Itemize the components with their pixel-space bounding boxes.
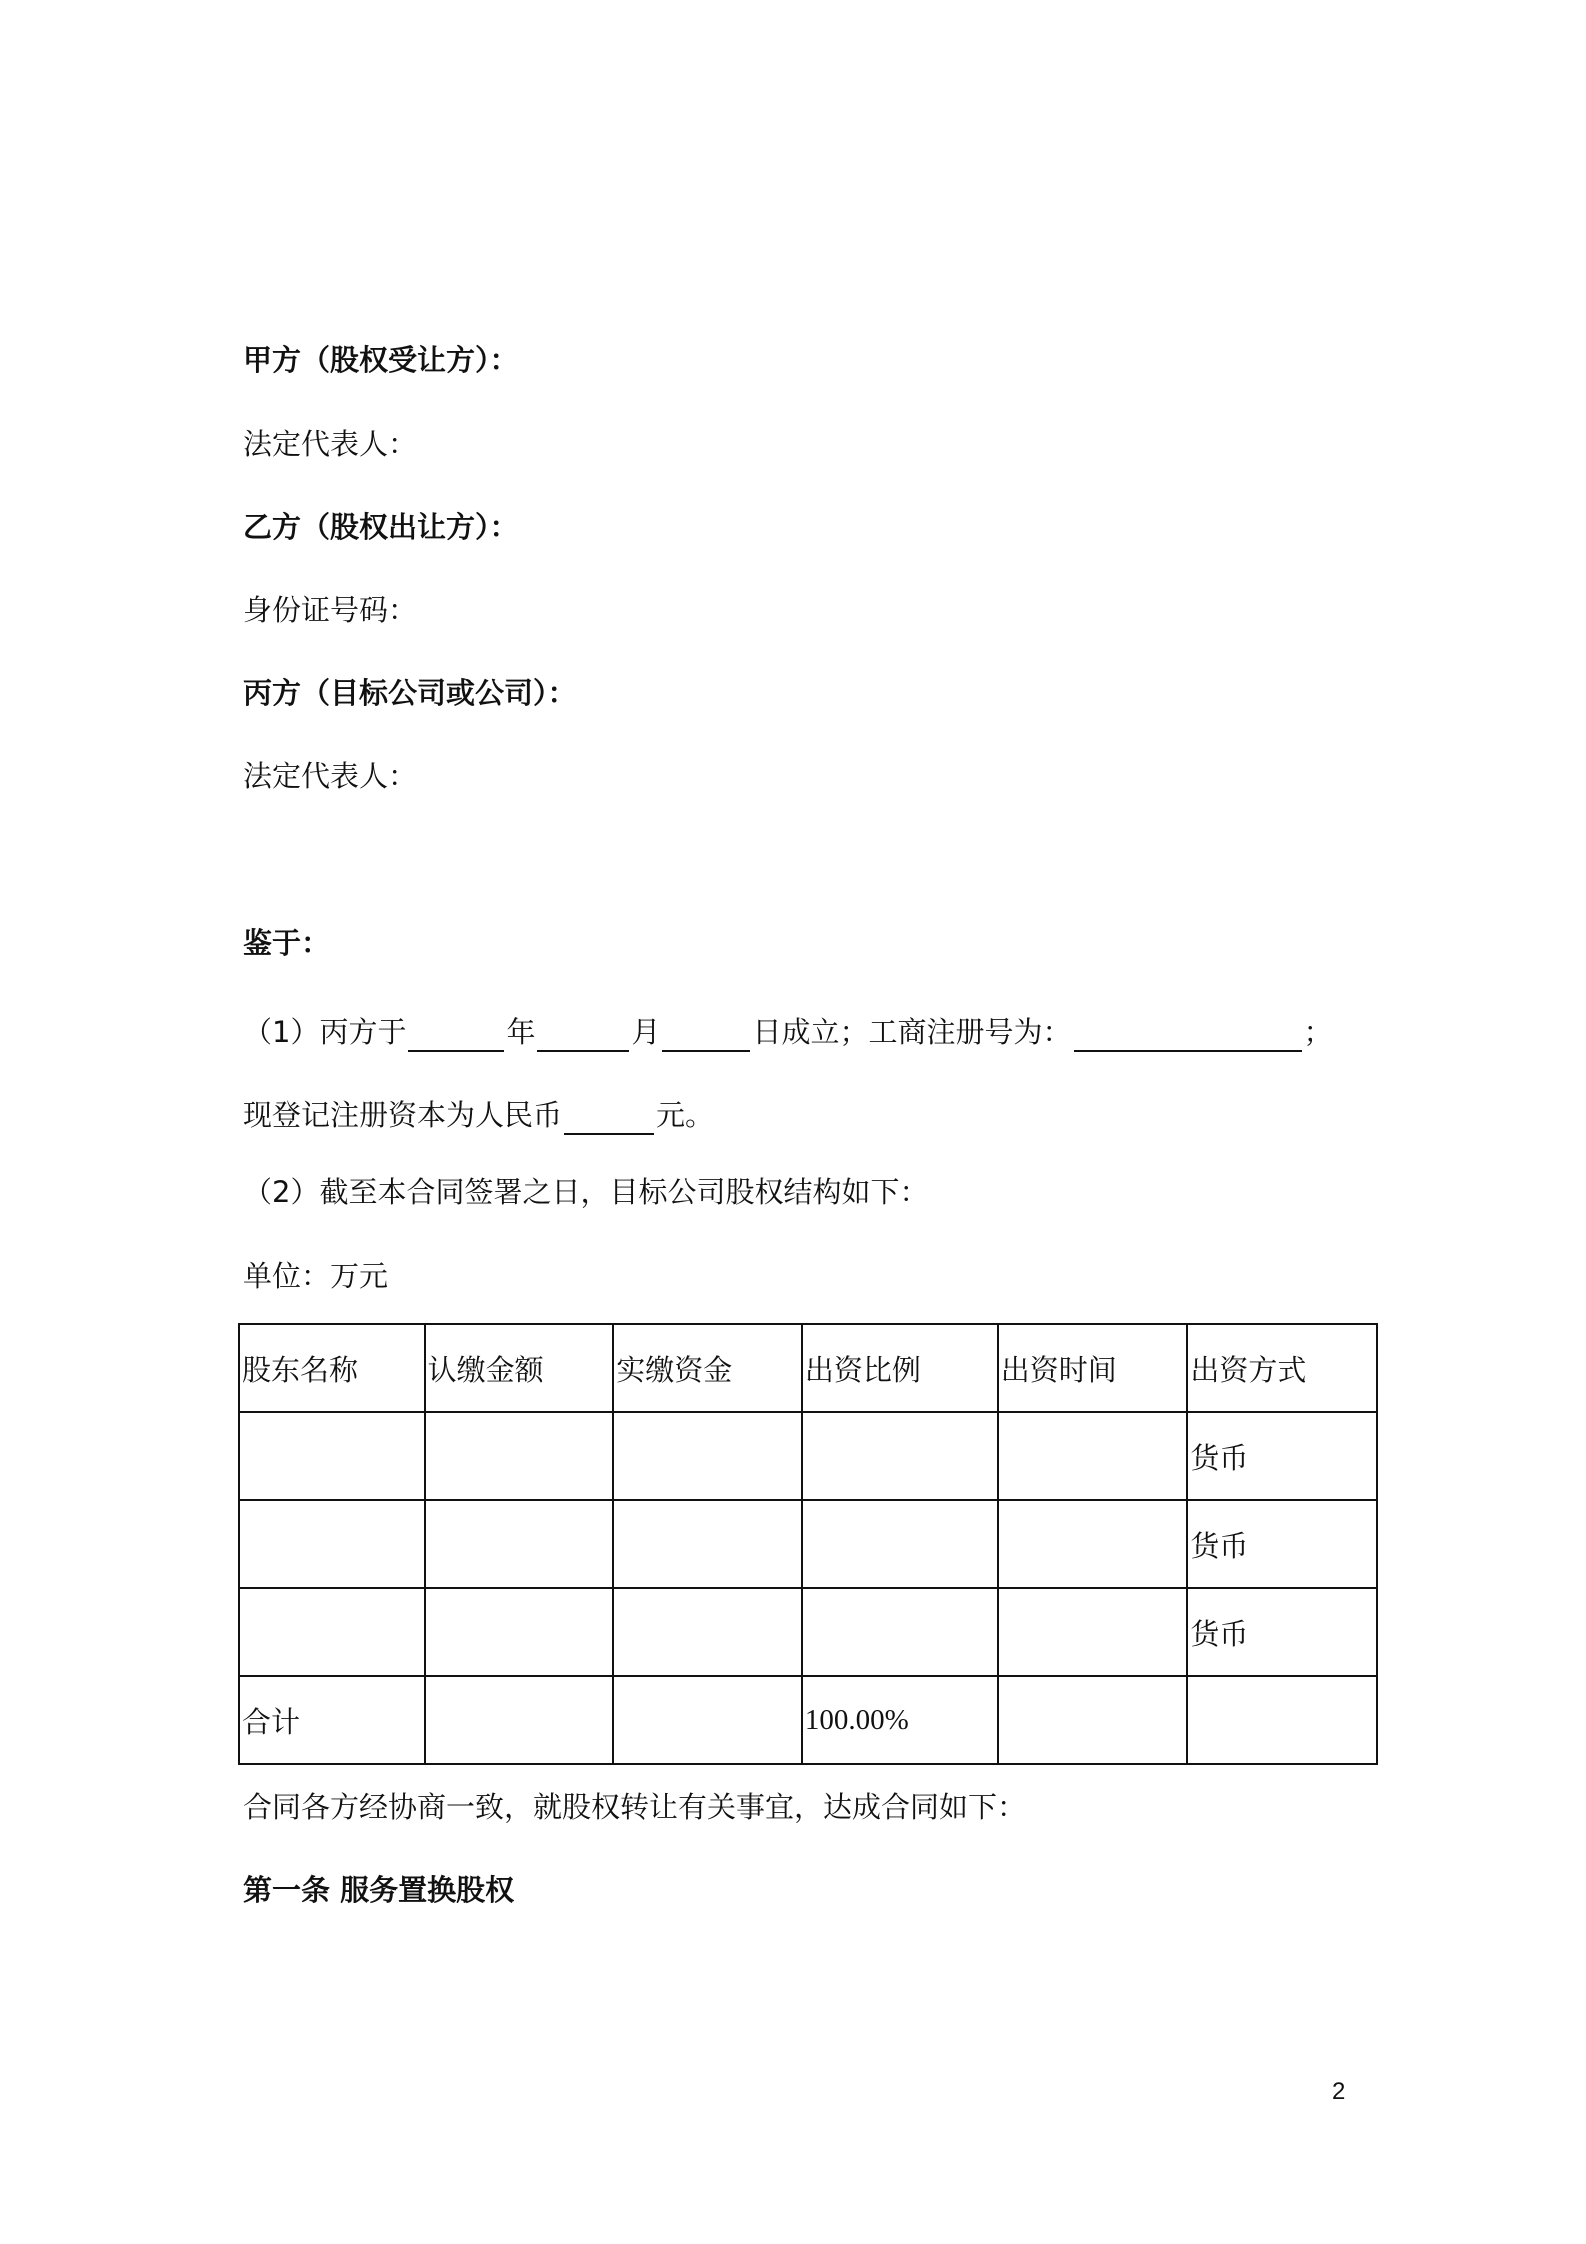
- recital-1-prefix: （1）丙方于: [243, 1015, 407, 1049]
- header-subscribed-amount: 认缴金额: [425, 1324, 614, 1412]
- table-cell[interactable]: 货币: [1187, 1412, 1377, 1500]
- year-blank[interactable]: [408, 1020, 504, 1052]
- table-cell[interactable]: [613, 1500, 802, 1588]
- table-cell[interactable]: [425, 1500, 614, 1588]
- table-cell[interactable]: [425, 1588, 614, 1676]
- header-paid-capital: 实缴资金: [613, 1324, 802, 1412]
- table-cell[interactable]: 货币: [1187, 1500, 1377, 1588]
- table-cell[interactable]: [613, 1412, 802, 1500]
- table-cell[interactable]: [425, 1676, 614, 1764]
- page-number: 2: [1332, 2078, 1346, 2105]
- table-cell[interactable]: [998, 1588, 1188, 1676]
- party-b-label: 乙方（股权出让方）：: [243, 510, 519, 544]
- table-cell[interactable]: [1187, 1676, 1377, 1764]
- recitals-heading: 鉴于：: [243, 926, 331, 960]
- header-contribution-time: 出资时间: [998, 1324, 1188, 1412]
- party-c-rep-label: 法定代表人：: [243, 759, 418, 793]
- party-b-id-label: 身份证号码：: [243, 593, 418, 627]
- table-cell[interactable]: [998, 1412, 1188, 1500]
- month-blank[interactable]: [537, 1020, 629, 1052]
- recital-item-2: （2）截至本合同签署之日，目标公司股权结构如下：: [243, 1175, 929, 1209]
- day-reg-label: 日成立；工商注册号为：: [752, 1015, 1072, 1049]
- table-cell[interactable]: [239, 1588, 425, 1676]
- registration-number-blank[interactable]: [1074, 1020, 1302, 1052]
- table-row: [239, 1412, 1377, 1500]
- header-shareholder-name: 股东名称: [239, 1324, 425, 1412]
- table-cell[interactable]: [802, 1500, 998, 1588]
- party-c-label: 丙方（目标公司或公司）：: [243, 676, 577, 710]
- party-a-label: 甲方（股权受让方）：: [243, 343, 519, 377]
- party-a-rep-label: 法定代表人：: [243, 427, 418, 461]
- recital-1-end: ；: [1303, 1015, 1333, 1049]
- table-row: [239, 1500, 1377, 1588]
- recital-item-1: [243, 1012, 1333, 1052]
- table-cell[interactable]: [998, 1500, 1188, 1588]
- table-cell[interactable]: [613, 1676, 802, 1764]
- shareholding-table: [238, 1323, 1378, 1765]
- total-label: 合计: [239, 1676, 425, 1764]
- table-cell[interactable]: [802, 1588, 998, 1676]
- capital-suffix: 元。: [656, 1098, 715, 1132]
- month-label: 月: [631, 1015, 661, 1049]
- table-total-row: [239, 1676, 1377, 1764]
- year-label: 年: [506, 1015, 536, 1049]
- table-cell[interactable]: [425, 1412, 614, 1500]
- unit-label: 单位：万元: [243, 1259, 389, 1293]
- table-cell[interactable]: [239, 1500, 425, 1588]
- day-blank[interactable]: [662, 1020, 750, 1052]
- agreement-statement: 合同各方经协商一致，就股权转让有关事宜，达成合同如下：: [243, 1790, 1027, 1824]
- registered-capital-line: [243, 1095, 714, 1135]
- capital-prefix: 现登记注册资本为人民币: [243, 1098, 563, 1132]
- table-header-row: [239, 1324, 1377, 1412]
- table-row: [239, 1588, 1377, 1676]
- header-contribution-method: 出资方式: [1187, 1324, 1377, 1412]
- table-cell[interactable]: [613, 1588, 802, 1676]
- table-cell[interactable]: [998, 1676, 1188, 1764]
- table-cell[interactable]: [239, 1412, 425, 1500]
- total-ratio: 100.00%: [802, 1676, 998, 1764]
- table-cell[interactable]: 货币: [1187, 1588, 1377, 1676]
- header-contribution-ratio: 出资比例: [802, 1324, 998, 1412]
- capital-blank[interactable]: [564, 1103, 654, 1135]
- article-1-heading: 第一条 服务置换股权: [243, 1873, 515, 1907]
- table-cell[interactable]: [802, 1412, 998, 1500]
